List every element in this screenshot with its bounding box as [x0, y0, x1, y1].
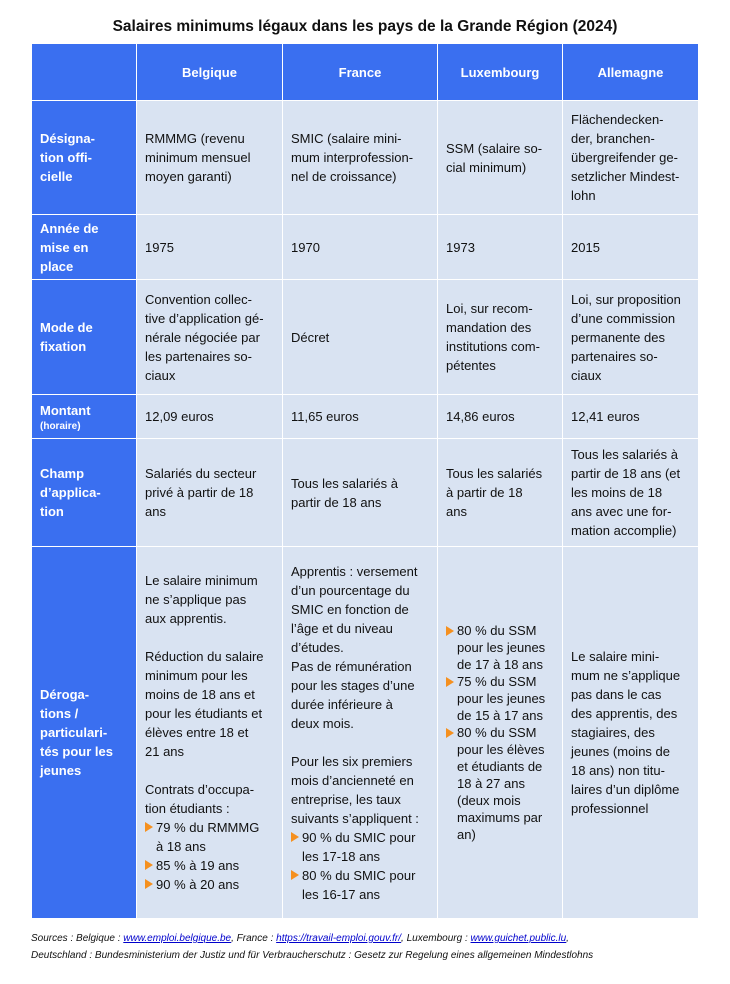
belgique-reduction-text: Réduction du salaire minimum pour les moins de 18 ans et pour les étudiants et élèves entre 18 et 21 ans — [145, 649, 264, 759]
row-designation — [32, 101, 699, 215]
cell-designation-belgique: RMMMG (revenu minimum mensuel moyen garanti) — [137, 101, 283, 215]
row-annee — [32, 215, 699, 280]
luxembourg-prefix: , Luxembourg : — [401, 933, 468, 944]
column-header-luxembourg: Luxembourg — [438, 44, 563, 101]
row-mode — [32, 280, 699, 395]
cell-designation-allemagne: Flächendecken- der, branchen- übergreifender ge- setzlicher Mindest- lohn — [563, 101, 699, 215]
list-item — [145, 818, 274, 856]
france-anciennete-text: Pour les six premiers mois d’ancienneté en entreprise, les taux suivants s’appliquent : — [291, 753, 419, 826]
bullet-text: 90 % du SMIC pour les 17-18 ans — [302, 829, 416, 864]
row-montant — [32, 395, 699, 439]
montant-sublabel: (horaire) — [40, 420, 81, 432]
row-header-annee: Année de mise en place — [32, 215, 137, 280]
list-item — [291, 828, 429, 866]
link-guichet-public[interactable]: www.guichet.public.lu — [470, 933, 567, 944]
row-derogations — [32, 547, 699, 919]
cell-designation-luxembourg: SSM (salaire so- cial minimum) — [438, 101, 563, 215]
cell-annee-luxembourg: 1973 — [438, 215, 563, 280]
row-header-derogations: Déroga- tions / particulari- tés pour les jeunes — [32, 547, 137, 919]
row-header-designation: Désigna- tion offi- cielle — [32, 101, 137, 215]
orange-triangle-arrow-icon — [446, 626, 454, 636]
bullet-text: 80 % du SSM pour les jeunes de 17 à 18 ans — [457, 623, 546, 672]
cell-derogations-france — [283, 547, 438, 919]
page-title: Salaires minimums légaux dans les pays de la Grande Région (2024) — [112, 18, 618, 35]
orange-triangle-arrow-icon — [446, 728, 454, 738]
list-item — [145, 856, 274, 875]
orange-triangle-arrow-icon — [446, 677, 454, 687]
sources-prefix: Sources : Belgique : — [31, 933, 121, 944]
row-header-mode: Mode de fixation — [32, 280, 137, 395]
orange-triangle-arrow-icon — [291, 870, 299, 880]
column-header-allemagne: Allemagne — [563, 44, 699, 101]
orange-triangle-arrow-icon — [145, 860, 153, 870]
belgique-contrats-text: Contrats d’occupa- tion étudiants : — [145, 782, 255, 816]
belgique-apprentis-text: Le salaire minimum ne s’applique pas aux apprentis. — [145, 573, 258, 626]
sources-footnote — [31, 930, 711, 964]
cell-designation-france: SMIC (salaire mini- mum interprofession- nel de croissance) — [283, 101, 438, 215]
list-item — [446, 622, 554, 673]
cell-derogations-allemagne: Le salaire mini- mum ne s’applique pas dans le cas des apprentis, des stagiaires, des jeunes (moins de 18 ans) non titu- laires d’un diplôme professionnel — [563, 547, 699, 919]
bullet-text: 79 % du RMMMG à 18 ans — [156, 820, 260, 854]
cell-montant-france: 11,65 euros — [283, 395, 438, 439]
orange-triangle-arrow-icon — [145, 879, 153, 889]
cell-annee-allemagne: 2015 — [563, 215, 699, 280]
link-emploi-belgique[interactable]: www.emploi.belgique.be — [123, 933, 232, 944]
orange-triangle-arrow-icon — [145, 822, 153, 832]
cell-mode-france: Décret — [283, 280, 438, 395]
sources-line-1 — [31, 930, 711, 947]
corner-cell — [32, 44, 137, 101]
cell-champ-france: Tous les salariés à partir de 18 ans — [283, 439, 438, 547]
link-travail-emploi[interactable]: https://travail-emploi.gouv.fr/ — [276, 933, 402, 944]
cell-champ-allemagne: Tous les salariés à partir de 18 ans (et les moins de 18 ans avec une for- mation accomplie) — [563, 439, 699, 547]
bullet-text: 80 % du SMIC pour les 16-17 ans — [302, 867, 416, 902]
column-header-france: France — [283, 44, 438, 101]
cell-champ-belgique: Salariés du secteur privé à partir de 18 ans — [137, 439, 283, 547]
cell-mode-allemagne: Loi, sur proposition d’une commission permanente des partenaires so- ciaux — [563, 280, 699, 395]
header-row — [32, 44, 699, 101]
list-item — [145, 875, 274, 894]
list-item — [291, 866, 429, 904]
row-champ — [32, 439, 699, 547]
minimum-wage-table — [31, 43, 699, 919]
france-prefix: , France : — [231, 933, 274, 944]
line1-end: , — [566, 933, 569, 944]
list-item — [446, 724, 554, 843]
cell-montant-belgique: 12,09 euros — [137, 395, 283, 439]
column-header-belgique: Belgique — [137, 44, 283, 101]
bullet-text: 85 % à 19 ans — [156, 858, 240, 873]
bullet-text: 80 % du SSM pour les élèves et étudiants de 18 à 27 ans (deux mois maximums par an) — [457, 725, 545, 842]
bullet-text: 90 % à 20 ans — [156, 877, 240, 892]
cell-champ-luxembourg: Tous les salariés à partir de 18 ans — [438, 439, 563, 547]
cell-annee-france: 1970 — [283, 215, 438, 280]
list-item — [446, 673, 554, 724]
bullet-text: 75 % du SSM pour les jeunes de 15 à 17 ans — [457, 674, 546, 723]
cell-annee-belgique: 1975 — [137, 215, 283, 280]
row-header-montant — [32, 395, 137, 439]
sources-line-2: Deutschland : Bundesministerium der Justiz und für Verbraucherschutz : Gesetz zur Regelung eines allgemeinen Mindestlohns — [31, 950, 594, 961]
row-header-champ: Champ d’applica- tion — [32, 439, 137, 547]
cell-derogations-luxembourg — [438, 547, 563, 919]
cell-derogations-belgique — [137, 547, 283, 919]
cell-montant-allemagne: 12,41 euros — [563, 395, 699, 439]
france-apprentis-text: Apprentis : versement d’un pourcentage du SMIC en fonction de l’âge et du niveau d’études. Pas de rémunération pour les stages d’une durée inférieure à deux mois. — [291, 563, 418, 731]
cell-montant-luxembourg: 14,86 euros — [438, 395, 563, 439]
montant-label: Montant — [40, 402, 91, 418]
orange-triangle-arrow-icon — [291, 832, 299, 842]
cell-mode-belgique: Convention collec- tive d’application gé- nérale négociée par les partenaires so- ciaux — [137, 280, 283, 395]
cell-mode-luxembourg: Loi, sur recom- mandation des institutions com- pétentes — [438, 280, 563, 395]
